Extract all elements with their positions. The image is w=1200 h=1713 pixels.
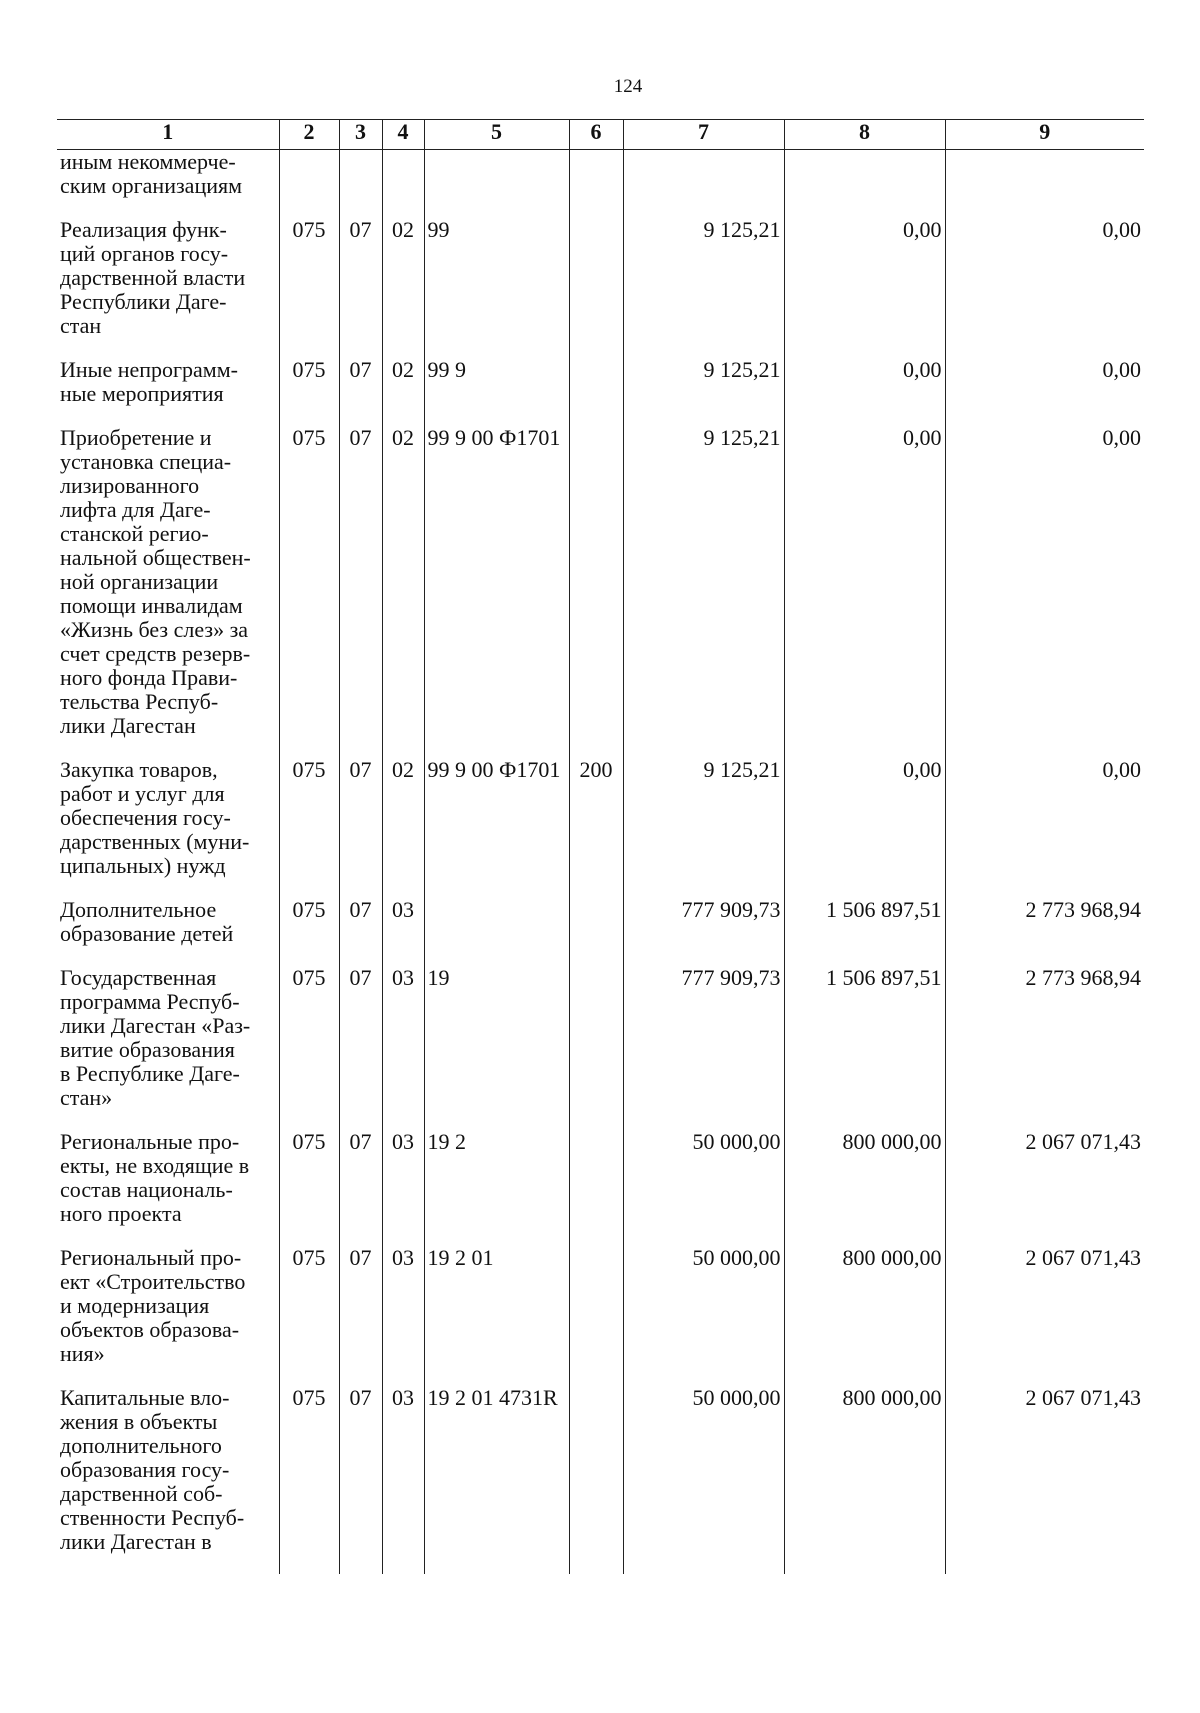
spacer-cell	[945, 198, 1144, 218]
spacer-cell	[569, 738, 623, 758]
description-line: счет средств резерв-	[60, 641, 251, 666]
section-code-cell: 07	[339, 358, 382, 406]
spacer-cell	[945, 1366, 1144, 1386]
row-description-cell	[57, 758, 279, 878]
target-code-cell: 99 9	[424, 358, 569, 406]
row-spacer	[57, 198, 1144, 218]
admin-code-cell: 075	[279, 1130, 339, 1226]
target-code-cell	[424, 150, 569, 199]
spacer-cell	[382, 198, 424, 218]
spacer-cell	[945, 406, 1144, 426]
spacer-cell	[784, 1554, 945, 1574]
expense-type-cell	[569, 966, 623, 1110]
description-line: лики Дагестан «Раз-	[60, 1013, 251, 1038]
spacer-cell	[945, 1554, 1144, 1574]
spacer-cell	[57, 406, 279, 426]
row-description-cell	[57, 426, 279, 738]
spacer-cell	[424, 1226, 569, 1246]
spacer-cell	[945, 1226, 1144, 1246]
spacer-cell	[569, 1226, 623, 1246]
spacer-cell	[339, 1554, 382, 1574]
description-line: в Республике Даге-	[60, 1061, 240, 1086]
spacer-cell	[945, 946, 1144, 966]
amount-col9-cell: 2 773 968,94	[945, 898, 1144, 946]
spacer-cell	[382, 338, 424, 358]
description-line: ной организации	[60, 569, 219, 594]
spacer-cell	[569, 1110, 623, 1130]
column-header: 3	[339, 120, 382, 150]
spacer-cell	[57, 1554, 279, 1574]
amount-col8-cell: 800 000,00	[784, 1386, 945, 1554]
amount-col9-cell: 0,00	[945, 426, 1144, 738]
description-line: лифта для Даге-	[60, 497, 211, 522]
amount-col8-cell: 1 506 897,51	[784, 966, 945, 1110]
spacer-cell	[382, 1554, 424, 1574]
spacer-cell	[279, 406, 339, 426]
description-line: Приобретение и	[60, 426, 212, 450]
spacer-cell	[424, 198, 569, 218]
target-code-cell: 99 9 00 Ф1701	[424, 758, 569, 878]
spacer-cell	[382, 878, 424, 898]
spacer-cell	[784, 198, 945, 218]
spacer-cell	[339, 1110, 382, 1130]
spacer-cell	[424, 406, 569, 426]
spacer-cell	[339, 198, 382, 218]
spacer-cell	[382, 946, 424, 966]
spacer-cell	[623, 406, 784, 426]
table-row	[57, 150, 1144, 199]
amount-col7-cell: 777 909,73	[623, 898, 784, 946]
spacer-cell	[57, 338, 279, 358]
description-line: «Жизнь без слез» за	[60, 617, 249, 642]
spacer-cell	[623, 1110, 784, 1130]
description-line: Реализация функ-	[60, 218, 227, 242]
description-line: витие образования	[60, 1037, 235, 1062]
description-line: Республики Даге-	[60, 289, 227, 314]
spacer-cell	[382, 1366, 424, 1386]
description-line: помощи инвалидам	[60, 593, 243, 618]
amount-col7-cell: 9 125,21	[623, 218, 784, 338]
row-description-cell	[57, 1246, 279, 1366]
description-line: программа Респуб-	[60, 989, 240, 1014]
spacer-cell	[569, 338, 623, 358]
spacer-cell	[623, 1554, 784, 1574]
spacer-cell	[339, 1366, 382, 1386]
description-line: Региональный про-	[60, 1246, 242, 1270]
description-line: лики Дагестан в	[60, 1529, 212, 1554]
expense-type-cell	[569, 426, 623, 738]
description-line: ект «Строительство	[60, 1269, 246, 1294]
column-header: 7	[623, 120, 784, 150]
spacer-cell	[279, 878, 339, 898]
description-line: стан»	[60, 1085, 113, 1110]
admin-code-cell: 075	[279, 1386, 339, 1554]
row-spacer	[57, 338, 1144, 358]
spacer-cell	[279, 1110, 339, 1130]
description-line: объектов образова-	[60, 1317, 240, 1342]
column-header: 6	[569, 120, 623, 150]
description-line: станской регио-	[60, 521, 209, 546]
column-header: 2	[279, 120, 339, 150]
target-code-cell	[424, 898, 569, 946]
column-header: 4	[382, 120, 424, 150]
section-code-cell: 07	[339, 426, 382, 738]
amount-col9-cell: 2 067 071,43	[945, 1386, 1144, 1554]
spacer-cell	[945, 878, 1144, 898]
description-line: ципальных) нужд	[60, 853, 226, 878]
section-code-cell: 07	[339, 966, 382, 1110]
subsection-code-cell: 03	[382, 1130, 424, 1226]
description-line: тельства Респуб-	[60, 689, 219, 714]
spacer-cell	[339, 406, 382, 426]
spacer-cell	[57, 1366, 279, 1386]
subsection-code-cell: 02	[382, 758, 424, 878]
expense-type-cell	[569, 1246, 623, 1366]
spacer-cell	[339, 338, 382, 358]
description-line: образования госу-	[60, 1457, 230, 1482]
table-row	[57, 966, 1144, 1110]
spacer-cell	[57, 878, 279, 898]
amount-col9-cell: 0,00	[945, 758, 1144, 878]
spacer-cell	[339, 1226, 382, 1246]
expense-type-cell: 200	[569, 758, 623, 878]
target-code-cell: 19 2 01 4731R	[424, 1386, 569, 1554]
amount-col9-cell	[945, 150, 1144, 199]
admin-code-cell: 075	[279, 966, 339, 1110]
spacer-cell	[784, 1226, 945, 1246]
admin-code-cell: 075	[279, 758, 339, 878]
admin-code-cell: 075	[279, 218, 339, 338]
amount-col8-cell: 0,00	[784, 426, 945, 738]
spacer-cell	[569, 406, 623, 426]
spacer-cell	[945, 738, 1144, 758]
table-row	[57, 218, 1144, 338]
spacer-cell	[623, 738, 784, 758]
spacer-cell	[784, 1110, 945, 1130]
amount-col7-cell: 50 000,00	[623, 1246, 784, 1366]
subsection-code-cell: 03	[382, 966, 424, 1110]
column-header: 1	[57, 120, 279, 150]
table-row	[57, 1130, 1144, 1226]
spacer-cell	[623, 1226, 784, 1246]
page-number: 124	[613, 76, 643, 97]
description-line: нальной обществен-	[60, 545, 251, 570]
amount-col9-cell: 2 067 071,43	[945, 1246, 1144, 1366]
row-spacer	[57, 1226, 1144, 1246]
subsection-code-cell	[382, 150, 424, 199]
description-line: образование детей	[60, 921, 234, 946]
description-line: дарственной власти	[60, 265, 246, 290]
spacer-cell	[57, 1226, 279, 1246]
amount-col9-cell: 2 773 968,94	[945, 966, 1144, 1110]
section-code-cell: 07	[339, 1386, 382, 1554]
spacer-cell	[784, 946, 945, 966]
spacer-cell	[623, 1366, 784, 1386]
description-line: состав националь-	[60, 1177, 233, 1202]
description-line: лизированного	[60, 473, 200, 498]
admin-code-cell	[279, 150, 339, 199]
target-code-cell: 19	[424, 966, 569, 1110]
table-body	[57, 150, 1144, 1575]
row-description-cell	[57, 218, 279, 338]
amount-col8-cell: 0,00	[784, 218, 945, 338]
expense-type-cell	[569, 150, 623, 199]
table-row	[57, 426, 1144, 738]
amount-col8-cell	[784, 150, 945, 199]
spacer-cell	[424, 338, 569, 358]
spacer-cell	[569, 1366, 623, 1386]
spacer-cell	[279, 338, 339, 358]
spacer-cell	[569, 878, 623, 898]
amount-col8-cell: 0,00	[784, 358, 945, 406]
section-code-cell: 07	[339, 1246, 382, 1366]
description-line: дарственных (муни-	[60, 829, 250, 854]
spacer-cell	[424, 878, 569, 898]
description-line: работ и услуг для	[60, 781, 225, 806]
spacer-cell	[784, 878, 945, 898]
row-description-cell	[57, 150, 279, 199]
amount-col8-cell: 800 000,00	[784, 1246, 945, 1366]
description-line: екты, не входящие в	[60, 1153, 250, 1178]
amount-col9-cell: 2 067 071,43	[945, 1130, 1144, 1226]
spacer-cell	[339, 878, 382, 898]
subsection-code-cell: 02	[382, 218, 424, 338]
spacer-cell	[424, 1110, 569, 1130]
description-line: Иные непрограмм-	[60, 358, 238, 382]
section-code-cell: 07	[339, 1130, 382, 1226]
section-code-cell: 07	[339, 758, 382, 878]
table-row	[57, 898, 1144, 946]
amount-col9-cell: 0,00	[945, 358, 1144, 406]
budget-table	[57, 119, 1144, 1574]
subsection-code-cell: 02	[382, 426, 424, 738]
amount-col7-cell	[623, 150, 784, 199]
amount-col8-cell: 800 000,00	[784, 1130, 945, 1226]
amount-col8-cell: 1 506 897,51	[784, 898, 945, 946]
spacer-cell	[57, 198, 279, 218]
spacer-cell	[339, 738, 382, 758]
amount-col7-cell: 50 000,00	[623, 1386, 784, 1554]
section-code-cell: 07	[339, 218, 382, 338]
admin-code-cell: 075	[279, 358, 339, 406]
description-line: Капитальные вло-	[60, 1386, 230, 1410]
spacer-cell	[279, 1554, 339, 1574]
row-spacer	[57, 878, 1144, 898]
spacer-cell	[569, 1554, 623, 1574]
amount-col7-cell: 50 000,00	[623, 1130, 784, 1226]
spacer-cell	[279, 738, 339, 758]
row-description-cell	[57, 1130, 279, 1226]
description-line: установка специа-	[60, 449, 232, 474]
table-row	[57, 358, 1144, 406]
spacer-cell	[57, 946, 279, 966]
spacer-cell	[382, 406, 424, 426]
expense-type-cell	[569, 1130, 623, 1226]
spacer-cell	[424, 1554, 569, 1574]
spacer-cell	[623, 198, 784, 218]
spacer-cell	[424, 946, 569, 966]
description-line: дарственной соб-	[60, 1481, 223, 1506]
row-spacer	[57, 406, 1144, 426]
description-line: ния»	[60, 1341, 105, 1366]
spacer-cell	[569, 946, 623, 966]
description-line: дополнительного	[60, 1433, 222, 1458]
description-line: ственности Респуб-	[60, 1505, 245, 1530]
target-code-cell: 99	[424, 218, 569, 338]
row-spacer	[57, 1554, 1144, 1574]
description-line: стан	[60, 313, 102, 338]
spacer-cell	[382, 1226, 424, 1246]
spacer-cell	[623, 878, 784, 898]
target-code-cell: 19 2 01	[424, 1246, 569, 1366]
subsection-code-cell: 03	[382, 1246, 424, 1366]
spacer-cell	[382, 738, 424, 758]
amount-col9-cell: 0,00	[945, 218, 1144, 338]
row-spacer	[57, 946, 1144, 966]
spacer-cell	[569, 198, 623, 218]
description-line: Дополнительное	[60, 898, 217, 922]
spacer-cell	[57, 1110, 279, 1130]
column-header: 9	[945, 120, 1144, 150]
spacer-cell	[57, 738, 279, 758]
description-line: иным некоммерче-	[60, 149, 236, 174]
description-line: ные мероприятия	[60, 381, 224, 406]
amount-col8-cell: 0,00	[784, 758, 945, 878]
expense-type-cell	[569, 1386, 623, 1554]
description-line: ного фонда Прави-	[60, 665, 238, 690]
row-description-cell	[57, 898, 279, 946]
amount-col7-cell: 9 125,21	[623, 426, 784, 738]
description-line: жения в объекты	[60, 1409, 218, 1434]
amount-col7-cell: 9 125,21	[623, 358, 784, 406]
spacer-cell	[784, 738, 945, 758]
description-line: лики Дагестан	[60, 713, 196, 738]
description-line: ций органов госу-	[60, 241, 229, 266]
description-line: обеспечения госу-	[60, 805, 231, 830]
admin-code-cell: 075	[279, 426, 339, 738]
row-spacer	[57, 1366, 1144, 1386]
spacer-cell	[424, 738, 569, 758]
expense-type-cell	[569, 898, 623, 946]
table-row	[57, 1386, 1144, 1554]
admin-code-cell: 075	[279, 1246, 339, 1366]
spacer-cell	[424, 1366, 569, 1386]
spacer-cell	[784, 338, 945, 358]
column-header: 8	[784, 120, 945, 150]
spacer-cell	[945, 1110, 1144, 1130]
subsection-code-cell: 03	[382, 898, 424, 946]
row-description-cell	[57, 966, 279, 1110]
row-description-cell	[57, 358, 279, 406]
target-code-cell: 19 2	[424, 1130, 569, 1226]
spacer-cell	[382, 1110, 424, 1130]
table-header-row	[57, 120, 1144, 150]
spacer-cell	[784, 1366, 945, 1386]
expense-type-cell	[569, 358, 623, 406]
expense-type-cell	[569, 218, 623, 338]
amount-col7-cell: 777 909,73	[623, 966, 784, 1110]
spacer-cell	[784, 406, 945, 426]
row-spacer	[57, 1110, 1144, 1130]
description-line: и модернизация	[60, 1293, 210, 1318]
spacer-cell	[279, 1226, 339, 1246]
admin-code-cell: 075	[279, 898, 339, 946]
spacer-cell	[279, 1366, 339, 1386]
amount-col7-cell: 9 125,21	[623, 758, 784, 878]
description-line: Государственная	[60, 966, 217, 990]
section-code-cell	[339, 150, 382, 199]
spacer-cell	[623, 338, 784, 358]
description-line: Региональные про-	[60, 1130, 240, 1154]
description-line: Закупка товаров,	[60, 758, 218, 782]
row-description-cell	[57, 1386, 279, 1554]
subsection-code-cell: 02	[382, 358, 424, 406]
row-spacer	[57, 738, 1144, 758]
spacer-cell	[279, 946, 339, 966]
spacer-cell	[623, 946, 784, 966]
spacer-cell	[339, 946, 382, 966]
description-line: ного проекта	[60, 1201, 182, 1226]
table-row	[57, 758, 1144, 878]
spacer-cell	[945, 338, 1144, 358]
description-line: ским организациям	[60, 173, 243, 198]
section-code-cell: 07	[339, 898, 382, 946]
target-code-cell: 99 9 00 Ф1701	[424, 426, 569, 738]
column-header: 5	[424, 120, 569, 150]
subsection-code-cell: 03	[382, 1386, 424, 1554]
spacer-cell	[279, 198, 339, 218]
table-row	[57, 1246, 1144, 1366]
